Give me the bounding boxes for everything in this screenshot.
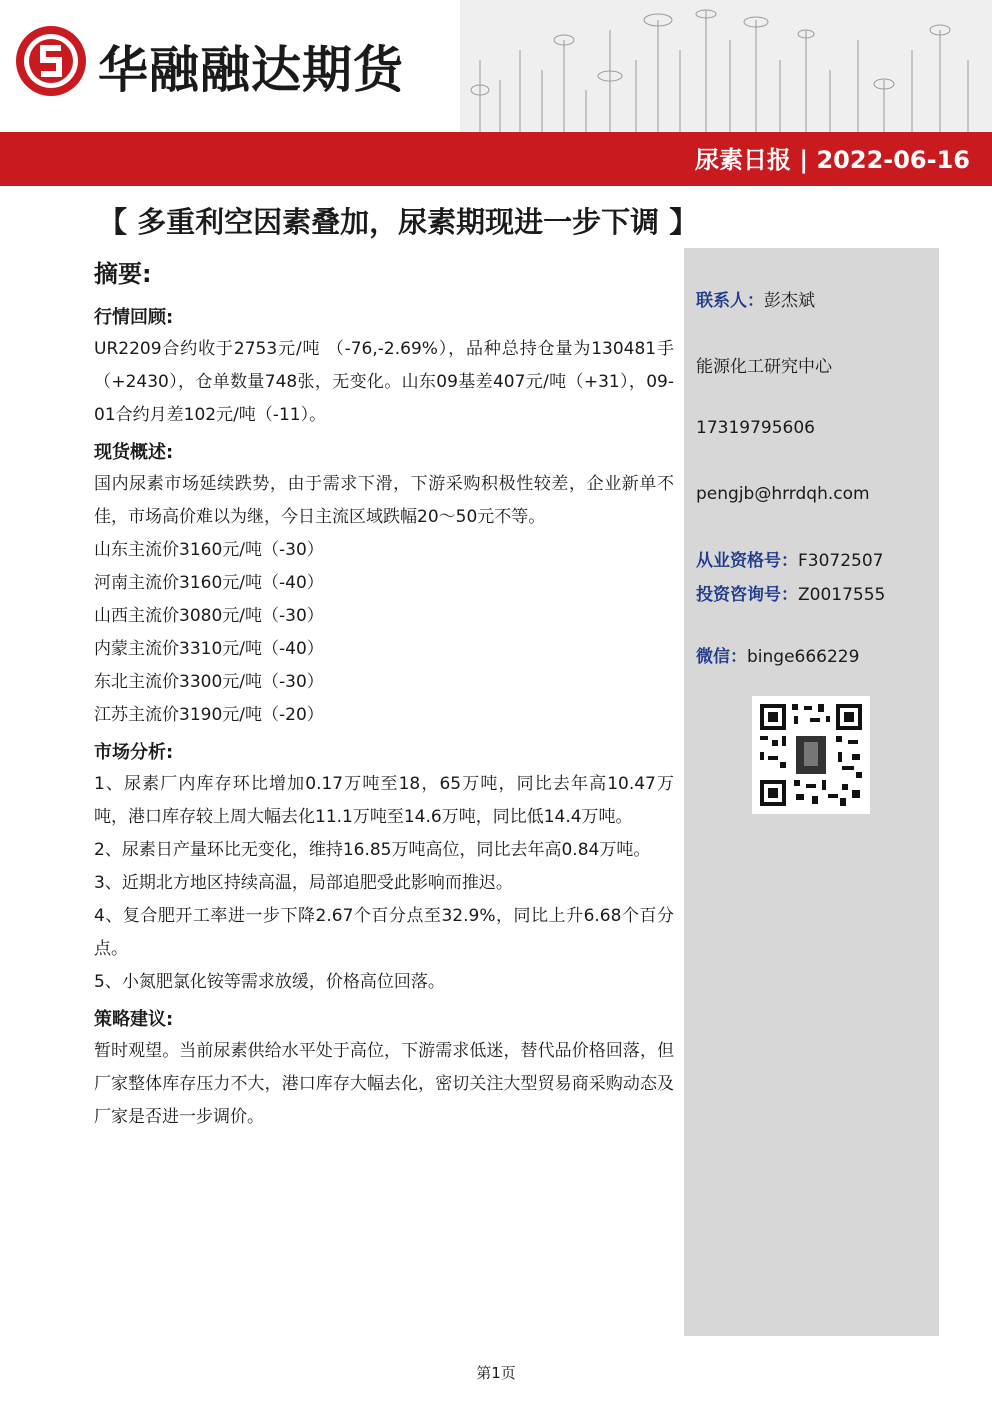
department: 能源化工研究中心 <box>696 357 832 377</box>
qr-code-icon <box>752 696 870 814</box>
market-review-title: 行情回顾: <box>94 307 174 328</box>
spot-price-line: 河南主流价3160元/吨（-40） <box>94 573 324 593</box>
report-headline: 【 多重利空因素叠加，尿素期现进一步下调 】 <box>98 205 699 239</box>
spot-price-line: 东北主流价3300元/吨（-30） <box>94 672 324 692</box>
wechat-value: binge666229 <box>747 647 860 667</box>
strategy-text: 暂时观望。当前尿素供给水平处于高位，下游需求低迷，替代品价格回落，但厂家整体库存压力不大，港口库存大幅去化，密切关注大型贸易商采购动态及厂家是否进一步调价。 <box>94 1041 674 1127</box>
company-name: 华融融达期货 <box>98 41 404 99</box>
analysis-item: 3、近期北方地区持续高温，局部追肥受此影响而推迟。 <box>94 873 513 893</box>
spot-price-line: 江苏主流价3190元/吨（-20） <box>94 705 324 725</box>
advisory-label: 投资咨询号： <box>696 585 798 605</box>
license-label: 从业资格号： <box>696 551 798 571</box>
phone-number: 17319795606 <box>696 418 815 438</box>
company-logo-icon <box>14 24 88 98</box>
analysis-item: 2、尿素日产量环比无变化，维持16.85万吨高位，同比去年高0.84万吨。 <box>94 840 651 860</box>
advisory-value: Z0017555 <box>798 585 886 605</box>
summary-column <box>94 254 674 1134</box>
license-value: F3072507 <box>798 551 884 571</box>
contact-label: 联系人： <box>696 291 764 311</box>
decorative-banner <box>460 0 992 132</box>
spot-price-line: 内蒙主流价3310元/吨（-40） <box>94 639 324 659</box>
contact-name: 彭杰斌 <box>764 291 815 311</box>
report-header <box>0 0 992 186</box>
report-type-date: 尿素日报 | 2022-06-16 <box>695 146 970 174</box>
license-row <box>696 546 884 571</box>
analysis-item: 5、小氮肥氯化铵等需求放缓，价格高位回落。 <box>94 972 445 992</box>
page-number: 第1页 <box>476 1364 516 1382</box>
contact-sidebar <box>684 248 939 1336</box>
wechat-row <box>696 642 859 667</box>
contact-row <box>696 286 815 311</box>
analysis-item: 4、复合肥开工率进一步下降2.67个百分点至32.9%，同比上升6.68个百分点。 <box>94 906 674 959</box>
advisory-row <box>696 580 885 605</box>
email-link[interactable]: pengjb@hrrdqh.com <box>696 484 870 504</box>
spot-price-line: 山西主流价3080元/吨（-30） <box>94 606 324 626</box>
analysis-title: 市场分析: <box>94 742 174 763</box>
spot-price-line: 山东主流价3160元/吨（-30） <box>94 540 324 560</box>
market-review-text: UR2209合约收于2753元/吨 （-76,-2.69%），品种总持仓量为130481手（+2430），仓单数量748张，无变化。山东09基差407元/吨（+31），09-01合约月差102元/吨（-11）。 <box>94 339 674 425</box>
analysis-item: 1、尿素厂内库存环比增加0.17万吨至18，65万吨，同比去年高10.47万吨，港口库存较上周大幅去化11.1万吨至14.6万吨，同比低14.4万吨。 <box>94 774 674 827</box>
spot-title: 现货概述: <box>94 442 174 463</box>
spot-text: 国内尿素市场延续跌势，由于需求下滑，下游采购积极性较差，企业新单不佳，市场高价难以为继，今日主流区域跌幅20～50元不等。 <box>94 474 674 527</box>
wechat-label: 微信： <box>696 647 747 667</box>
strategy-title: 策略建议: <box>94 1009 174 1030</box>
summary-title: 摘要: <box>94 260 152 288</box>
